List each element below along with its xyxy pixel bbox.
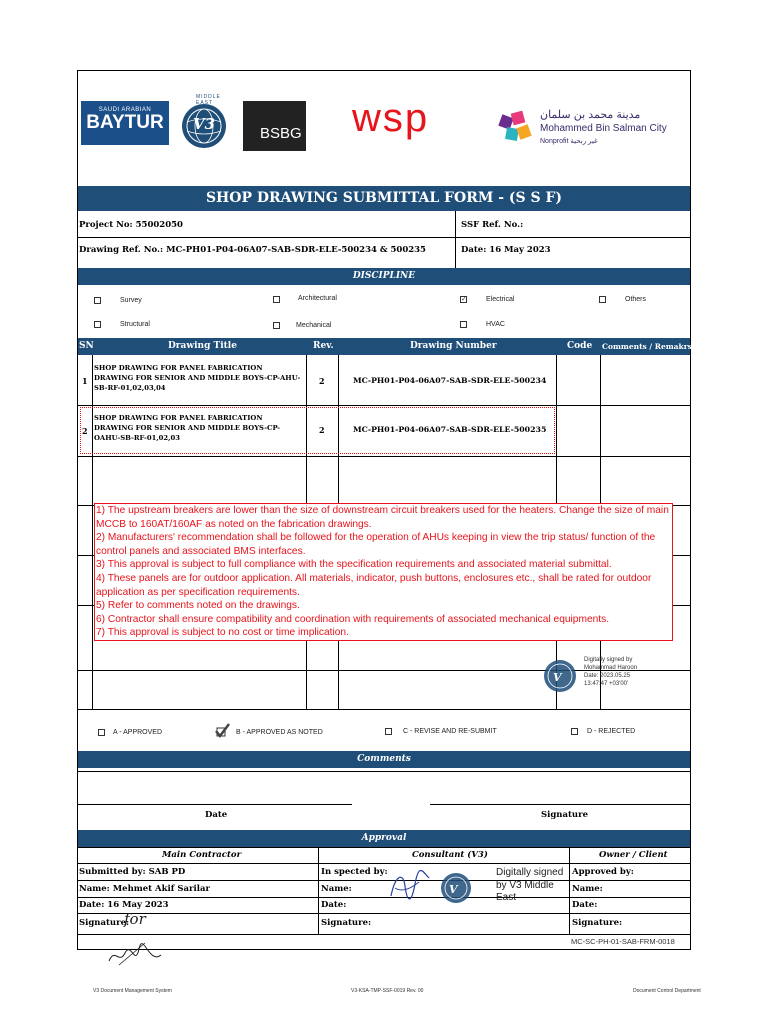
status-approved-label: A - APPROVED	[113, 729, 163, 736]
svg-text:V: V	[553, 671, 562, 684]
mbs-logo-sub: Nonprofit غير ربحية	[540, 138, 598, 145]
approval-consultant: Consultant (V3)	[412, 850, 488, 860]
digital-sign-2: Digitally signed by V3 Middle East	[496, 867, 564, 903]
digital-sign-1: Digitally signed by Mohammad Haroon Date: 2023.05.25 13:47:47 +03'00'	[584, 657, 638, 687]
status-approved-as-noted-label: B - APPROVED AS NOTED	[236, 729, 323, 736]
divider	[78, 934, 690, 935]
status-revise-label: C - REVISE AND RE-SUBMIT	[403, 728, 497, 735]
review-comments-box	[94, 503, 673, 641]
row-2-rev: 2	[319, 425, 325, 435]
status-approved-checkbox[interactable]	[98, 729, 105, 736]
owner-date: Date:	[572, 900, 598, 910]
owner-name: Name:	[572, 884, 603, 894]
divider	[78, 863, 690, 864]
v3-logo-arc: MIDDLE EAST	[196, 94, 221, 106]
divider	[455, 211, 456, 268]
footer-center: V3-KSA-TMP-SSF-0019 Rev. 00	[351, 988, 424, 994]
col-code: Code	[567, 341, 593, 351]
footer-right: Document Control Department	[633, 988, 701, 994]
discipline-others-checkbox[interactable]	[599, 296, 606, 303]
review-comment: 2) Manufacturers' recommendation shall be followed for the operation of AHUs keeping in view the trip status/ function of the control panels and associated BMS interfaces.	[96, 532, 656, 557]
row-1-number: MC-PH01-P04-06A07-SAB-SDR-ELE-500234	[353, 376, 547, 385]
comments-date-label: Date	[205, 810, 228, 820]
discipline-structural-checkbox[interactable]	[94, 321, 101, 328]
row-2-sn: 2	[82, 426, 88, 436]
comments-heading: Comments	[78, 751, 690, 768]
divider	[78, 847, 690, 848]
consultant-signature: Signature:	[321, 918, 372, 928]
review-comment: 3) This approval is subject to full compliance with the specification requirements and associated material submittal.	[96, 559, 612, 571]
consultant-handwritten-signature	[385, 866, 431, 910]
discipline-survey-checkbox[interactable]	[94, 297, 101, 304]
status-approved-as-noted-checkmark-icon[interactable]	[213, 722, 231, 740]
approval-owner: Owner / Client	[599, 850, 668, 860]
approval-submitted-by: Submitted by: SAB PD	[79, 867, 186, 877]
owner-approved-by: Approved by:	[572, 867, 634, 877]
col-sn: SN	[79, 341, 94, 351]
divider	[78, 709, 690, 710]
svg-text:V: V	[449, 883, 458, 896]
v3-stamp-icon	[438, 870, 474, 906]
consultant-date: Date:	[321, 900, 347, 910]
status-rejected-checkbox[interactable]	[571, 728, 578, 735]
divider	[78, 897, 690, 898]
mbs-logo-icon	[498, 108, 538, 148]
baytur-logo	[81, 101, 169, 145]
baytur-logo-top: SAUDI ARABIAN	[98, 107, 152, 113]
divider	[569, 847, 570, 934]
ssf-ref: SSF Ref. No.:	[461, 220, 524, 230]
divider	[78, 913, 690, 914]
row-1-title: SHOP DRAWING FOR PANEL FABRICATION DRAWING FOR SENIOR AND MIDDLE BOYS-CP-AHU-SB-RF-01,02,03,04	[94, 364, 301, 392]
discipline-mechanical-checkbox[interactable]	[273, 322, 280, 329]
wsp-logo: wsp	[352, 96, 430, 140]
v3-stamp-icon	[540, 656, 580, 696]
footer-left: V3 Document Management System	[93, 988, 172, 994]
discipline-electrical-checkbox[interactable]: ✓	[461, 295, 467, 303]
bsbg-logo	[243, 101, 306, 151]
review-comment: 4) These panels are for outdoor application. All materials, indicator, push buttons, enclosures etc., shall be rated for outdoor application as per specification requirements.	[96, 572, 652, 598]
baytur-logo-main: BAYTUR	[86, 112, 164, 133]
row-2-title: SHOP DRAWING FOR PANEL FABRICATION DRAWING FOR SENIOR AND MIDDLE BOYS-CP-OAHU-SB-RF-01,02,03	[94, 414, 281, 442]
handwritten-signature	[105, 935, 165, 975]
discipline-mechanical-label: Mechanical	[296, 322, 332, 329]
comments-signature-label: Signature	[541, 810, 588, 820]
col-number: Drawing Number	[410, 341, 497, 351]
discipline-architectural-checkbox[interactable]	[273, 296, 280, 303]
consultant-inspected-by: In spected by:	[321, 867, 388, 877]
consultant-name: Name:	[321, 884, 352, 894]
review-comment: 1) The upstream breakers are lower than the size of downstream circuit breakers used for the heaters. Change the size of main MCCB to 160AT/160AF as noted on the fabrication drawings.	[96, 505, 669, 530]
discipline-heading: DISCIPLINE	[78, 268, 690, 285]
divider	[78, 237, 690, 238]
project-no: Project No: 55002050	[79, 220, 183, 230]
signature-line	[430, 804, 690, 805]
status-revise-checkbox[interactable]	[385, 728, 392, 735]
discipline-hvac-checkbox[interactable]	[460, 321, 467, 328]
divider	[78, 405, 690, 406]
mbs-logo	[498, 108, 688, 152]
approval-name: Name: Mehmet Akif Sarilar	[79, 884, 210, 894]
discipline-others-label: Others	[625, 296, 647, 303]
review-comment: 7) This approval is subject to no cost or time implication.	[96, 627, 349, 639]
handwritten-for: for	[124, 910, 146, 928]
col-comments: Comments / Remakrs	[602, 342, 692, 351]
discipline-survey-label: Survey	[120, 297, 142, 304]
discipline-electrical-label: Electrical	[486, 296, 515, 303]
row-2-number: MC-PH01-P04-06A07-SAB-SDR-ELE-500235	[353, 425, 547, 434]
col-rev: Rev.	[313, 341, 334, 351]
divider	[318, 847, 319, 934]
mbs-logo-arabic: مدينة محمد بن سلمان	[540, 109, 641, 121]
form-code: MC-SC-PH-01-SAB-FRM-0018	[571, 937, 675, 946]
discipline-hvac-label: HVAC	[486, 321, 505, 328]
bsbg-logo-text: BSBG	[260, 125, 302, 142]
review-comment: 6) Contractor shall ensure compatibility and coordination with requirements of associated mechanical equipments.	[96, 613, 610, 625]
owner-signature: Signature:	[572, 918, 623, 928]
row-1-sn: 1	[82, 376, 88, 386]
v3-logo	[176, 94, 236, 154]
discipline-architectural-label: Architectural	[298, 295, 337, 302]
divider	[78, 456, 690, 457]
approval-date: Date: 16 May 2023	[79, 900, 169, 910]
form-title: SHOP DRAWING SUBMITTAL FORM - (S S F)	[78, 186, 690, 211]
date-line	[78, 804, 352, 805]
divider	[78, 771, 690, 772]
approval-main-contractor: Main Contractor	[162, 850, 242, 860]
row-1-rev: 2	[319, 376, 325, 386]
mbs-logo-name: Mohammed Bin Salman City	[540, 123, 667, 134]
status-rejected-label: D - REJECTED	[587, 728, 636, 735]
approval-heading: Approval	[78, 830, 690, 847]
divider	[78, 880, 690, 881]
discipline-structural-label: Structural	[120, 321, 150, 328]
col-title: Drawing Title	[168, 341, 237, 351]
review-comment: 5) Refer to comments noted on the drawings.	[96, 600, 300, 612]
approval-signature: Signature:	[79, 918, 130, 928]
drawing-ref: Drawing Ref. No.: MC-PH01-P04-06A07-SAB-SDR-ELE-500234 & 500235	[79, 245, 426, 255]
form-date: Date: 16 May 2023	[461, 245, 551, 255]
v3-logo-mark: V3	[193, 115, 216, 133]
